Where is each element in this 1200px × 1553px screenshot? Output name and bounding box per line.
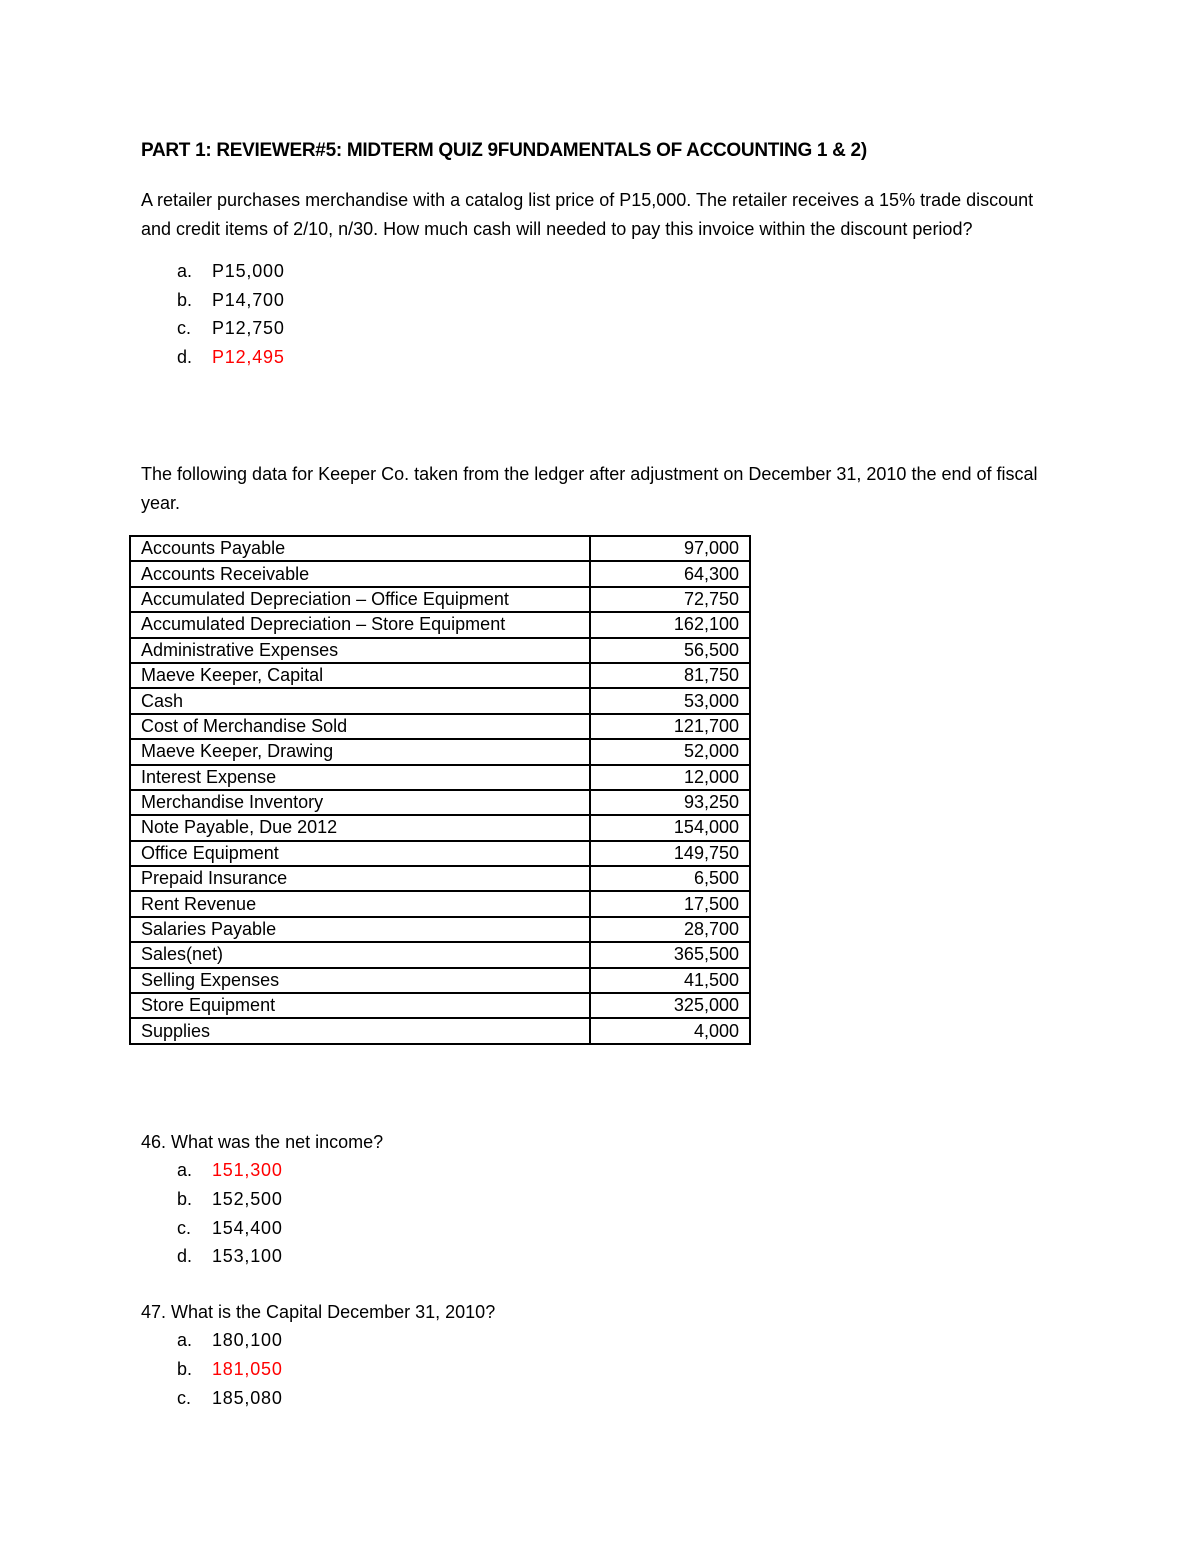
option-letter: c. <box>177 1217 192 1238</box>
option-item <box>141 286 1061 315</box>
option-letter: a. <box>177 1160 193 1181</box>
option-value: 152,500 <box>212 1189 283 1210</box>
account-amount-cell: 56,500 <box>590 638 750 663</box>
account-name-cell: Office Equipment <box>130 841 590 866</box>
option-item <box>141 1243 383 1272</box>
table-row <box>130 815 750 840</box>
option-item <box>141 1327 495 1356</box>
option-value: P12,750 <box>212 318 285 339</box>
option-value: P14,700 <box>212 289 285 310</box>
question-47-text: 47. What is the Capital December 31, 2010? <box>141 1302 496 1322</box>
option-letter: b. <box>177 1359 193 1380</box>
option-item <box>141 1214 383 1243</box>
question-47-options <box>141 1327 495 1413</box>
option-letter: a. <box>177 260 193 281</box>
account-amount-cell: 97,000 <box>590 536 750 561</box>
account-amount-cell: 93,250 <box>590 790 750 815</box>
option-value: P15,000 <box>212 260 285 281</box>
account-name-cell: Maeve Keeper, Drawing <box>130 739 590 764</box>
account-name-cell: Administrative Expenses <box>130 638 590 663</box>
table-row <box>130 1018 750 1043</box>
option-value: 153,100 <box>212 1246 283 1267</box>
option-letter: c. <box>177 318 192 339</box>
account-name-cell: Cost of Merchandise Sold <box>130 714 590 739</box>
option-letter: c. <box>177 1387 192 1408</box>
account-name-cell: Prepaid Insurance <box>130 866 590 891</box>
account-name-cell: Rent Revenue <box>130 891 590 916</box>
account-name-cell: Accumulated Depreciation – Store Equipment <box>130 612 590 637</box>
account-name-cell: Salaries Payable <box>130 917 590 942</box>
document-page <box>141 140 1061 1408</box>
question-46-options <box>141 1157 383 1272</box>
option-letter: b. <box>177 1189 193 1210</box>
question-46 <box>141 1128 383 1271</box>
account-amount-cell: 6,500 <box>590 866 750 891</box>
table-row <box>130 638 750 663</box>
account-name-cell: Accounts Payable <box>130 536 590 561</box>
option-item <box>141 314 1061 343</box>
table-row <box>130 714 750 739</box>
table-row <box>130 790 750 815</box>
table-row <box>130 536 750 561</box>
account-name-cell: Accounts Receivable <box>130 561 590 586</box>
table-row <box>130 993 750 1018</box>
account-name-cell: Merchandise Inventory <box>130 790 590 815</box>
option-value-correct: 181,050 <box>212 1359 283 1380</box>
account-name-cell: Note Payable, Due 2012 <box>130 815 590 840</box>
account-amount-cell: 81,750 <box>590 663 750 688</box>
account-name-cell: Accumulated Depreciation – Office Equipment <box>130 587 590 612</box>
table-row <box>130 561 750 586</box>
account-amount-cell: 28,700 <box>590 917 750 942</box>
account-name-cell: Sales(net) <box>130 942 590 967</box>
ledger-table <box>129 535 751 1045</box>
account-amount-cell: 149,750 <box>590 841 750 866</box>
question-46-text: 46. What was the net income? <box>141 1132 384 1152</box>
option-letter: b. <box>177 289 193 310</box>
account-name-cell: Interest Expense <box>130 765 590 790</box>
question-1-options <box>141 257 1061 372</box>
table-row <box>130 866 750 891</box>
account-amount-cell: 365,500 <box>590 942 750 967</box>
option-item <box>141 343 1061 372</box>
option-letter: d. <box>177 346 193 367</box>
account-name-cell: Store Equipment <box>130 993 590 1018</box>
account-name-cell: Selling Expenses <box>130 968 590 993</box>
table-row <box>130 612 750 637</box>
table-row <box>130 891 750 916</box>
option-value: 185,080 <box>212 1387 283 1408</box>
account-amount-cell: 325,000 <box>590 993 750 1018</box>
account-name-cell: Maeve Keeper, Capital <box>130 663 590 688</box>
account-amount-cell: 12,000 <box>590 765 750 790</box>
account-amount-cell: 162,100 <box>590 612 750 637</box>
ledger-intro: The following data for Keeper Co. taken from the ledger after adjustment on December 31, 2010 the end of fiscal year. <box>141 464 1038 513</box>
table-row <box>130 688 750 713</box>
table-row <box>130 917 750 942</box>
option-letter: d. <box>177 1246 193 1267</box>
account-name-cell: Supplies <box>130 1018 590 1043</box>
option-letter: a. <box>177 1330 193 1351</box>
account-amount-cell: 52,000 <box>590 739 750 764</box>
option-value-correct: P12,495 <box>212 346 285 367</box>
account-amount-cell: 121,700 <box>590 714 750 739</box>
account-amount-cell: 41,500 <box>590 968 750 993</box>
table-row <box>130 587 750 612</box>
account-amount-cell: 53,000 <box>590 688 750 713</box>
account-amount-cell: 64,300 <box>590 561 750 586</box>
table-row <box>130 739 750 764</box>
account-amount-cell: 72,750 <box>590 587 750 612</box>
option-item <box>141 1185 383 1214</box>
table-row <box>130 765 750 790</box>
account-amount-cell: 4,000 <box>590 1018 750 1043</box>
page-title: PART 1: REVIEWER#5: MIDTERM QUIZ 9FUNDAMENTALS OF ACCOUNTING 1 & 2) <box>141 140 867 161</box>
table-row <box>130 942 750 967</box>
table-row <box>130 968 750 993</box>
table-row <box>130 663 750 688</box>
option-item <box>141 257 1061 286</box>
account-amount-cell: 17,500 <box>590 891 750 916</box>
option-item <box>141 1355 495 1384</box>
table-row <box>130 841 750 866</box>
option-value: 180,100 <box>212 1330 283 1351</box>
account-amount-cell: 154,000 <box>590 815 750 840</box>
question-47 <box>141 1298 495 1413</box>
option-item <box>141 1384 495 1413</box>
option-value: 154,400 <box>212 1217 283 1238</box>
option-value-correct: 151,300 <box>212 1160 283 1181</box>
option-item <box>141 1157 383 1186</box>
account-name-cell: Cash <box>130 688 590 713</box>
question-1-text: A retailer purchases merchandise with a catalog list price of P15,000. The retailer receives a 15% trade discount and credit items of 2/10, n/30. How much cash will needed to pay this invoice within the discount period? <box>141 190 1034 239</box>
